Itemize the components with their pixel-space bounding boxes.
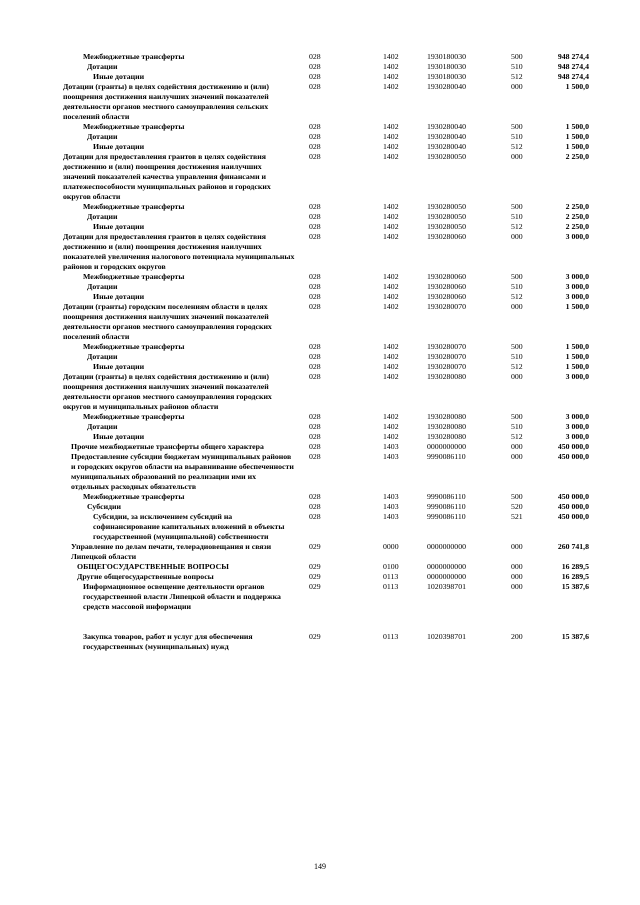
target-article-code: 1930280070 bbox=[427, 352, 466, 361]
row-name: Предоставление субсидии бюджетам муниципальных районов и городских округов области на выравнивание обеспеченности муниципальных образований по реализации ими их отдельных расходных обязательств bbox=[71, 452, 294, 491]
amount-value: 3 000,0 bbox=[565, 232, 589, 241]
ministry-code: 028 bbox=[309, 352, 321, 361]
ministry-code: 028 bbox=[309, 232, 321, 241]
amount-value: 3 000,0 bbox=[565, 422, 589, 431]
section-code: 1402 bbox=[383, 202, 399, 211]
table-row bbox=[63, 302, 589, 342]
section-code: 1402 bbox=[383, 362, 399, 371]
target-article-code: 1930180030 bbox=[427, 52, 466, 61]
target-article-code: 1930280050 bbox=[427, 222, 466, 231]
row-name: Иные дотации bbox=[93, 72, 145, 81]
table-row bbox=[63, 122, 589, 132]
expense-type-code: 000 bbox=[511, 442, 523, 451]
ministry-code: 028 bbox=[309, 122, 321, 131]
table-row bbox=[63, 612, 589, 652]
ministry-code: 028 bbox=[309, 132, 321, 141]
expense-type-code: 200 bbox=[511, 632, 523, 641]
row-name: Межбюджетные трансферты bbox=[83, 342, 185, 351]
expense-type-code: 000 bbox=[511, 542, 523, 551]
expense-type-code: 000 bbox=[511, 452, 523, 461]
target-article-code: 1020398701 bbox=[427, 632, 466, 641]
ministry-code: 028 bbox=[309, 512, 321, 521]
ministry-code: 028 bbox=[309, 422, 321, 431]
row-name: Иные дотации bbox=[93, 222, 145, 231]
row-name: Информационное освещение деятельности органов государственной власти Липецкой области и поддержка средств массовой информации bbox=[83, 582, 281, 611]
row-name: Иные дотации bbox=[93, 292, 145, 301]
amount-value: 3 000,0 bbox=[565, 372, 589, 381]
table-row bbox=[63, 542, 589, 562]
row-name: Закупка товаров, работ и услуг для обеспечения государственных (муниципальных) нужд bbox=[83, 632, 253, 651]
row-name: Иные дотации bbox=[93, 432, 145, 441]
ministry-code: 028 bbox=[309, 372, 321, 381]
expense-type-code: 500 bbox=[511, 52, 523, 61]
target-article-code: 9990086110 bbox=[427, 502, 466, 511]
table-row bbox=[63, 562, 589, 572]
amount-value: 15 387,6 bbox=[561, 582, 589, 591]
row-name: Дотации bbox=[87, 212, 118, 221]
row-name: Иные дотации bbox=[93, 362, 145, 371]
budget-table bbox=[63, 52, 589, 652]
table-row bbox=[63, 282, 589, 292]
section-code: 0113 bbox=[383, 572, 399, 581]
target-article-code: 1930280070 bbox=[427, 342, 466, 351]
row-name: Субсидии, за исключением субсидий на софинансирование капитальных вложений в объекты государственной (муниципальной) собственности bbox=[93, 512, 285, 541]
table-row bbox=[63, 582, 589, 612]
section-code: 1403 bbox=[383, 442, 399, 451]
amount-value: 948 274,4 bbox=[557, 72, 589, 81]
expense-type-code: 510 bbox=[511, 212, 523, 221]
table-row bbox=[63, 512, 589, 542]
row-name: Субсидии bbox=[87, 502, 122, 511]
expense-type-code: 512 bbox=[511, 222, 523, 231]
ministry-code: 028 bbox=[309, 272, 321, 281]
row-name: Управление по делам печати, телерадиовещания и связи Липецкой области bbox=[71, 542, 272, 561]
expense-type-code: 000 bbox=[511, 302, 523, 311]
row-name: Межбюджетные трансферты bbox=[83, 202, 185, 211]
amount-value: 2 250,0 bbox=[565, 152, 589, 161]
section-code: 1402 bbox=[383, 72, 399, 81]
section-code: 1403 bbox=[383, 512, 399, 521]
ministry-code: 028 bbox=[309, 442, 321, 451]
expense-type-code: 512 bbox=[511, 142, 523, 151]
target-article-code: 1930280040 bbox=[427, 122, 466, 131]
amount-value: 1 500,0 bbox=[565, 362, 589, 371]
table-row bbox=[63, 272, 589, 282]
expense-type-code: 520 bbox=[511, 502, 523, 511]
amount-value: 450 000,0 bbox=[557, 452, 589, 461]
table-row bbox=[63, 452, 589, 492]
row-name: Иные дотации bbox=[93, 142, 145, 151]
table-row bbox=[63, 442, 589, 452]
section-code: 1403 bbox=[383, 452, 399, 461]
amount-value: 1 500,0 bbox=[565, 302, 589, 311]
expense-type-code: 500 bbox=[511, 202, 523, 211]
expense-type-code: 000 bbox=[511, 152, 523, 161]
section-code: 0113 bbox=[383, 632, 399, 641]
ministry-code: 028 bbox=[309, 432, 321, 441]
ministry-code: 028 bbox=[309, 292, 321, 301]
amount-value: 948 274,4 bbox=[557, 62, 589, 71]
row-name: ОБЩЕГОСУДАРСТВЕННЫЕ ВОПРОСЫ bbox=[77, 562, 229, 571]
section-code: 1402 bbox=[383, 342, 399, 351]
expense-type-code: 512 bbox=[511, 292, 523, 301]
ministry-code: 028 bbox=[309, 362, 321, 371]
section-code: 1403 bbox=[383, 492, 399, 501]
amount-value: 3 000,0 bbox=[565, 432, 589, 441]
expense-type-code: 000 bbox=[511, 572, 523, 581]
expense-type-code: 000 bbox=[511, 562, 523, 571]
table-row bbox=[63, 202, 589, 212]
section-code: 1402 bbox=[383, 62, 399, 71]
ministry-code: 029 bbox=[309, 562, 321, 571]
row-name: Дотации bbox=[87, 352, 118, 361]
section-code: 1402 bbox=[383, 292, 399, 301]
section-code: 1402 bbox=[383, 372, 399, 381]
amount-value: 450 000,0 bbox=[557, 502, 589, 511]
target-article-code: 1930180030 bbox=[427, 72, 466, 81]
table-row bbox=[63, 132, 589, 142]
section-code: 1402 bbox=[383, 122, 399, 131]
table-row bbox=[63, 572, 589, 582]
target-article-code: 1930280080 bbox=[427, 372, 466, 381]
target-article-code: 1930280080 bbox=[427, 432, 466, 441]
amount-value: 1 500,0 bbox=[565, 342, 589, 351]
ministry-code: 028 bbox=[309, 142, 321, 151]
expense-type-code: 512 bbox=[511, 432, 523, 441]
target-article-code: 1930280060 bbox=[427, 232, 466, 241]
table-row bbox=[63, 422, 589, 432]
section-code: 1402 bbox=[383, 52, 399, 61]
expense-type-code: 500 bbox=[511, 342, 523, 351]
expense-type-code: 500 bbox=[511, 272, 523, 281]
expense-type-code: 512 bbox=[511, 72, 523, 81]
amount-value: 450 000,0 bbox=[557, 512, 589, 521]
expense-type-code: 500 bbox=[511, 492, 523, 501]
ministry-code: 028 bbox=[309, 282, 321, 291]
expense-type-code: 510 bbox=[511, 422, 523, 431]
section-code: 1402 bbox=[383, 432, 399, 441]
amount-value: 3 000,0 bbox=[565, 412, 589, 421]
amount-value: 16 289,5 bbox=[561, 562, 589, 571]
table-row bbox=[63, 222, 589, 232]
ministry-code: 028 bbox=[309, 412, 321, 421]
amount-value: 260 741,8 bbox=[557, 542, 589, 551]
ministry-code: 028 bbox=[309, 452, 321, 461]
amount-value: 3 000,0 bbox=[565, 282, 589, 291]
amount-value: 450 000,0 bbox=[557, 442, 589, 451]
target-article-code: 1930280060 bbox=[427, 282, 466, 291]
row-name: Межбюджетные трансферты bbox=[83, 412, 185, 421]
row-name: Дотации для предоставления грантов в целях содействия достижению и (или) поощрения достижения наилучших значений показателей качества управления финансами и платежеспособности муниципальных районов и городских округов области bbox=[63, 152, 271, 201]
row-name: Дотации (гранты) в целях содействия достижению и (или) поощрения достижения наилучших значений показателей деятельности органов местного самоуправления городских округов и муниципальных районов области bbox=[63, 372, 272, 411]
row-name: Дотации (гранты) в целях содействия достижению и (или) поощрения достижения наилучших значений показателей деятельности органов местного самоуправления сельских поселений области bbox=[63, 82, 270, 121]
amount-value: 450 000,0 bbox=[557, 492, 589, 501]
ministry-code: 029 bbox=[309, 572, 321, 581]
amount-value: 16 289,5 bbox=[561, 572, 589, 581]
page-number: 149 bbox=[314, 862, 326, 871]
table-row bbox=[63, 492, 589, 502]
amount-value: 2 250,0 bbox=[565, 222, 589, 231]
table-row bbox=[63, 362, 589, 372]
ministry-code: 028 bbox=[309, 222, 321, 231]
table-row bbox=[63, 342, 589, 352]
expense-type-code: 000 bbox=[511, 372, 523, 381]
target-article-code: 1020398701 bbox=[427, 582, 466, 591]
expense-type-code: 000 bbox=[511, 82, 523, 91]
target-article-code: 0000000000 bbox=[427, 542, 466, 551]
row-name: Дотации (гранты) городским поселениям области в целях поощрения достижения наилучших значений показателей деятельности органов местного самоуправления городских поселений области bbox=[63, 302, 272, 341]
amount-value: 2 250,0 bbox=[565, 202, 589, 211]
target-article-code: 1930280080 bbox=[427, 422, 466, 431]
section-code: 1402 bbox=[383, 422, 399, 431]
amount-value: 948 274,4 bbox=[557, 52, 589, 61]
ministry-code: 029 bbox=[309, 542, 321, 551]
section-code: 1402 bbox=[383, 272, 399, 281]
target-article-code: 1930180030 bbox=[427, 62, 466, 71]
row-name: Другие общегосударственные вопросы bbox=[77, 572, 214, 581]
section-code: 1402 bbox=[383, 232, 399, 241]
row-name: Межбюджетные трансферты bbox=[83, 122, 185, 131]
ministry-code: 028 bbox=[309, 62, 321, 71]
expense-type-code: 512 bbox=[511, 362, 523, 371]
row-name: Межбюджетные трансферты bbox=[83, 272, 185, 281]
section-code: 1402 bbox=[383, 352, 399, 361]
section-code: 0100 bbox=[383, 562, 399, 571]
section-code: 1402 bbox=[383, 302, 399, 311]
target-article-code: 1930280050 bbox=[427, 202, 466, 211]
target-article-code: 9990086110 bbox=[427, 492, 466, 501]
ministry-code: 028 bbox=[309, 152, 321, 161]
table-row bbox=[63, 212, 589, 222]
row-name: Дотации bbox=[87, 282, 118, 291]
expense-type-code: 521 bbox=[511, 512, 523, 521]
table-row bbox=[63, 72, 589, 82]
target-article-code: 1930280050 bbox=[427, 152, 466, 161]
expense-type-code: 000 bbox=[511, 582, 523, 591]
table-row bbox=[63, 232, 589, 272]
row-name: Прочие межбюджетные трансферты общего характера bbox=[71, 442, 264, 451]
table-row bbox=[63, 62, 589, 72]
expense-type-code: 510 bbox=[511, 352, 523, 361]
target-article-code: 1930280050 bbox=[427, 212, 466, 221]
section-code: 1403 bbox=[383, 502, 399, 511]
target-article-code: 9990086110 bbox=[427, 512, 466, 521]
amount-value: 1 500,0 bbox=[565, 82, 589, 91]
table-row bbox=[63, 82, 589, 122]
ministry-code: 028 bbox=[309, 342, 321, 351]
amount-value: 3 000,0 bbox=[565, 292, 589, 301]
table-row bbox=[63, 292, 589, 302]
ministry-code: 028 bbox=[309, 492, 321, 501]
amount-value: 1 500,0 bbox=[565, 142, 589, 151]
expense-type-code: 510 bbox=[511, 132, 523, 141]
target-article-code: 1930280040 bbox=[427, 82, 466, 91]
table-row bbox=[63, 412, 589, 422]
target-article-code: 1930280070 bbox=[427, 362, 466, 371]
row-name: Дотации bbox=[87, 132, 118, 141]
expense-type-code: 500 bbox=[511, 412, 523, 421]
ministry-code: 028 bbox=[309, 502, 321, 511]
target-article-code: 0000000000 bbox=[427, 572, 466, 581]
target-article-code: 1930280040 bbox=[427, 132, 466, 141]
row-name: Дотации для предоставления грантов в целях содействия достижению и (или) поощрения достижения наилучших показателей увеличения налогового потенциала муниципальных районов и городских округов bbox=[63, 232, 295, 271]
section-code: 1402 bbox=[383, 82, 399, 91]
ministry-code: 028 bbox=[309, 202, 321, 211]
table-row bbox=[63, 432, 589, 442]
ministry-code: 029 bbox=[309, 582, 321, 591]
target-article-code: 1930280060 bbox=[427, 272, 466, 281]
expense-type-code: 000 bbox=[511, 232, 523, 241]
section-code: 1402 bbox=[383, 282, 399, 291]
amount-value: 1 500,0 bbox=[565, 132, 589, 141]
section-code: 1402 bbox=[383, 152, 399, 161]
row-name: Дотации bbox=[87, 62, 118, 71]
amount-value: 1 500,0 bbox=[565, 122, 589, 131]
target-article-code: 9990086110 bbox=[427, 452, 466, 461]
section-code: 1402 bbox=[383, 222, 399, 231]
ministry-code: 028 bbox=[309, 82, 321, 91]
target-article-code: 1930280080 bbox=[427, 412, 466, 421]
target-article-code: 1930280040 bbox=[427, 142, 466, 151]
expense-type-code: 500 bbox=[511, 122, 523, 131]
ministry-code: 028 bbox=[309, 212, 321, 221]
amount-value: 15 387,6 bbox=[561, 632, 589, 641]
row-name: Межбюджетные трансферты bbox=[83, 52, 185, 61]
ministry-code: 028 bbox=[309, 72, 321, 81]
ministry-code: 028 bbox=[309, 302, 321, 311]
budget-table-body bbox=[63, 52, 589, 652]
section-code: 1402 bbox=[383, 212, 399, 221]
target-article-code: 0000000000 bbox=[427, 562, 466, 571]
table-row bbox=[63, 152, 589, 202]
section-code: 1402 bbox=[383, 142, 399, 151]
section-code: 1402 bbox=[383, 132, 399, 141]
section-code: 1402 bbox=[383, 412, 399, 421]
ministry-code: 029 bbox=[309, 632, 321, 641]
section-code: 0000 bbox=[383, 542, 399, 551]
amount-value: 1 500,0 bbox=[565, 352, 589, 361]
expense-type-code: 510 bbox=[511, 282, 523, 291]
amount-value: 2 250,0 bbox=[565, 212, 589, 221]
target-article-code: 1930280070 bbox=[427, 302, 466, 311]
section-code: 0113 bbox=[383, 582, 399, 591]
table-row bbox=[63, 142, 589, 152]
amount-value: 3 000,0 bbox=[565, 272, 589, 281]
expense-type-code: 510 bbox=[511, 62, 523, 71]
table-row bbox=[63, 372, 589, 412]
ministry-code: 028 bbox=[309, 52, 321, 61]
table-row bbox=[63, 352, 589, 362]
row-name: Дотации bbox=[87, 422, 118, 431]
row-name: Межбюджетные трансферты bbox=[83, 492, 185, 501]
target-article-code: 0000000000 bbox=[427, 442, 466, 451]
target-article-code: 1930280060 bbox=[427, 292, 466, 301]
table-row bbox=[63, 52, 589, 62]
table-row bbox=[63, 502, 589, 512]
